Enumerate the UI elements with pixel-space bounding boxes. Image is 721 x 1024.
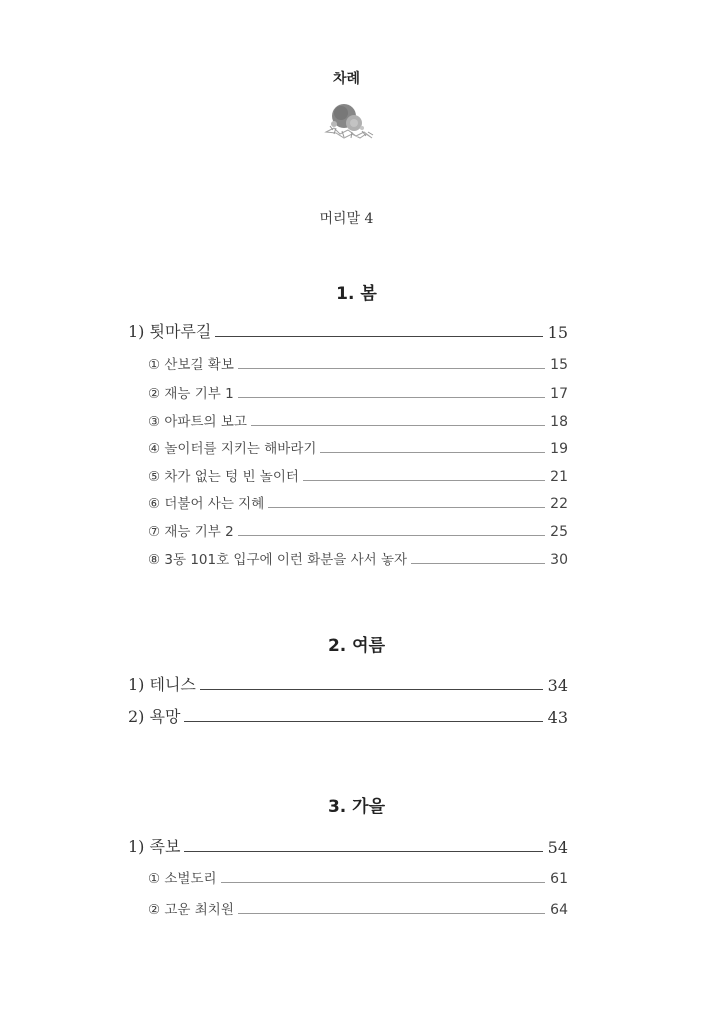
leader-line bbox=[221, 882, 546, 883]
entry-label: 1) 족보 bbox=[128, 837, 181, 856]
entry-label: 2) 욕망 bbox=[128, 707, 181, 726]
entry-page: 54 bbox=[547, 838, 568, 857]
flower-ornament-icon bbox=[322, 98, 378, 142]
toc-entry[interactable] bbox=[128, 835, 568, 857]
toc-entry[interactable] bbox=[128, 673, 568, 695]
leader-line bbox=[238, 913, 545, 914]
entry-page: 34 bbox=[547, 676, 568, 695]
leader-line bbox=[238, 368, 545, 369]
subentry-page: 22 bbox=[550, 496, 568, 512]
entry-label: 1) 테니스 bbox=[128, 675, 196, 694]
subentry-label: ② 고운 최치원 bbox=[148, 902, 234, 918]
subentry-label: ① 산보길 확보 bbox=[148, 357, 234, 373]
leader-line bbox=[238, 397, 545, 398]
toc-subentry[interactable] bbox=[148, 410, 568, 430]
subentry-page: 64 bbox=[550, 902, 568, 918]
leader-line bbox=[320, 452, 545, 453]
subentry-page: 61 bbox=[550, 871, 568, 887]
preface-entry bbox=[0, 208, 693, 228]
leader-line bbox=[184, 721, 542, 722]
leader-line bbox=[268, 507, 545, 508]
section-heading-spring: 1. 봄 bbox=[336, 284, 377, 304]
subentry-page: 15 bbox=[550, 357, 568, 373]
entry-page: 43 bbox=[547, 708, 568, 727]
subentry-label: ① 소벌도리 bbox=[148, 871, 217, 887]
toc-subentry[interactable] bbox=[148, 867, 568, 887]
preface-text: 머리말 4 bbox=[319, 211, 374, 227]
subentry-page: 21 bbox=[550, 469, 568, 485]
toc-subentry[interactable] bbox=[148, 520, 568, 540]
subentry-label: ⑥ 더불어 사는 지혜 bbox=[148, 496, 265, 512]
toc-title: 차례 bbox=[332, 71, 361, 87]
leader-line bbox=[251, 425, 545, 426]
subentry-label: ⑦ 재능 기부 2 bbox=[148, 524, 234, 540]
toc-subentry[interactable] bbox=[148, 353, 568, 373]
subentry-page: 19 bbox=[550, 441, 568, 457]
toc-subentry[interactable] bbox=[148, 382, 568, 402]
subentry-page: 18 bbox=[550, 414, 568, 430]
toc-subentry[interactable] bbox=[148, 898, 568, 918]
toc-subentry[interactable] bbox=[148, 437, 568, 457]
toc-entry[interactable] bbox=[128, 705, 568, 727]
leader-line bbox=[200, 689, 543, 690]
leader-line bbox=[184, 851, 542, 852]
leader-line bbox=[215, 336, 542, 337]
leader-line bbox=[411, 563, 545, 564]
subentry-page: 25 bbox=[550, 524, 568, 540]
subentry-label: ③ 아파트의 보고 bbox=[148, 414, 247, 430]
section-heading-summer: 2. 여름 bbox=[327, 636, 386, 656]
subentry-page: 17 bbox=[550, 386, 568, 402]
toc-subentry[interactable] bbox=[148, 465, 568, 485]
leader-line bbox=[238, 535, 545, 536]
toc-subentry[interactable] bbox=[148, 492, 568, 512]
leader-line bbox=[303, 480, 545, 481]
subentry-label: ⑤ 차가 없는 텅 빈 놀이터 bbox=[148, 469, 299, 485]
entry-page: 15 bbox=[547, 323, 568, 342]
subentry-page: 30 bbox=[550, 552, 568, 568]
subentry-label: ⑧ 3동 101호 입구에 이런 화분을 사서 놓자 bbox=[148, 552, 408, 568]
section-heading-autumn: 3. 가을 bbox=[327, 797, 386, 817]
toc-subentry[interactable] bbox=[148, 548, 568, 568]
toc-entry[interactable] bbox=[128, 320, 568, 342]
subentry-label: ④ 놀이터를 지키는 해바라기 bbox=[148, 441, 317, 457]
entry-label: 1) 툇마루길 bbox=[128, 322, 212, 341]
subentry-label: ② 재능 기부 1 bbox=[148, 386, 234, 402]
